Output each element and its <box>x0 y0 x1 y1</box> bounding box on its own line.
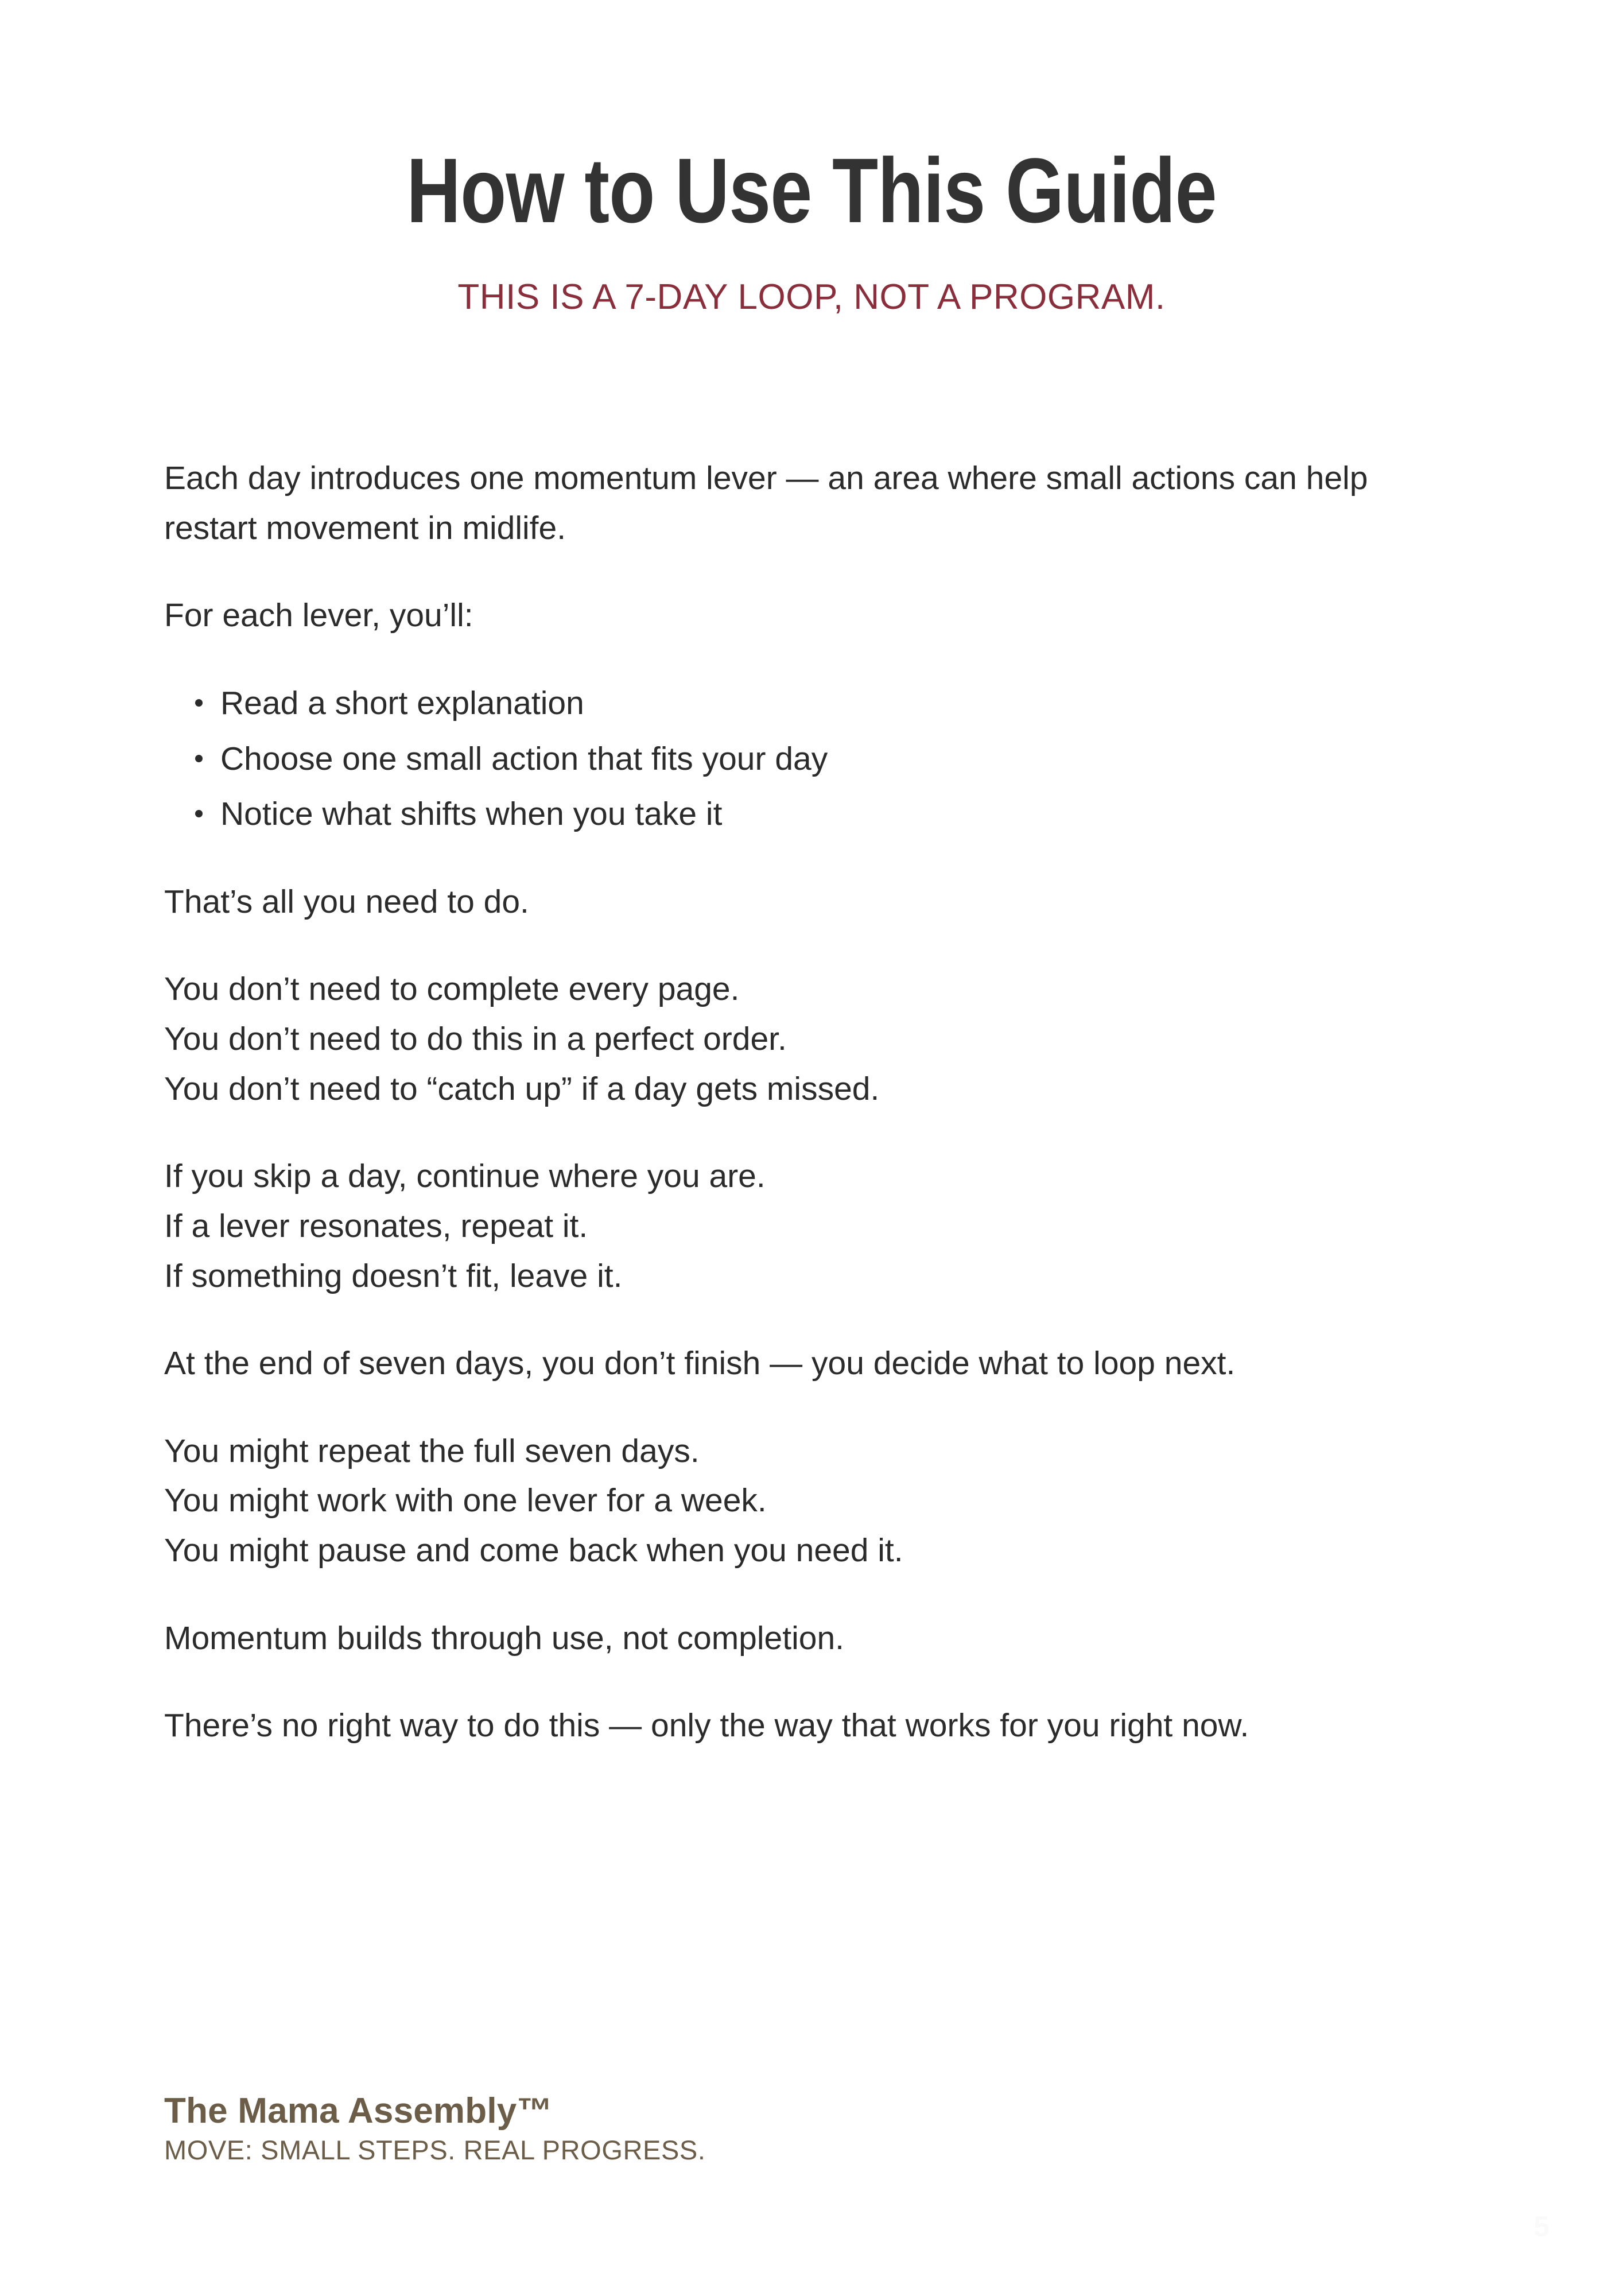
bullet-dot-icon <box>195 755 203 762</box>
page-subtitle: THIS IS A 7-DAY LOOP, NOT A PROGRAM. <box>457 277 1166 317</box>
brand-name: The Mama Assembly™ <box>164 2091 553 2131</box>
bullet-dot-icon <box>195 699 203 707</box>
page-body <box>164 453 1461 1751</box>
momentum-paragraph: Momentum builds through use, not completion. <box>164 1619 844 1657</box>
ending-paragraph: At the end of seven days, you don’t finish — you decide what to loop next. <box>164 1345 1236 1382</box>
options-line: You might pause and come back when you need it. <box>164 1532 903 1569</box>
list-item-label: Notice what shifts when you take it <box>220 796 723 833</box>
permission-line: You don’t need to complete every page. <box>164 971 740 1008</box>
steps-list <box>164 678 1461 839</box>
page-title: How to Use This Guide <box>406 139 1217 242</box>
options-line: You might repeat the full seven days. <box>164 1432 700 1469</box>
list-item <box>220 734 1461 784</box>
flexibility-line: If you skip a day, continue where you are. <box>164 1158 766 1195</box>
list-item-label: Read a short explanation <box>220 684 584 722</box>
list-item <box>220 789 1461 839</box>
page-header <box>0 0 1623 317</box>
flexibility-line: If something doesn’t fit, leave it. <box>164 1257 623 1294</box>
page-footer <box>164 2091 1461 2166</box>
options-lines <box>164 1426 1461 1576</box>
brand-tagline: MOVE: SMALL STEPS. REAL PROGRESS. <box>164 2134 706 2165</box>
closing-paragraph: There’s no right way to do this — only the way that works for you right now. <box>164 1707 1249 1744</box>
page-number: 5 <box>1533 2210 1550 2243</box>
bullet-dot-icon <box>195 810 203 817</box>
permission-line: You don’t need to “catch up” if a day gets missed. <box>164 1070 880 1107</box>
intro-paragraph: Each day introduces one momentum lever — an area where small actions can help restart movement in midlife. <box>164 460 1368 546</box>
flexibility-line: If a lever resonates, repeat it. <box>164 1207 588 1244</box>
list-item-label: Choose one small action that fits your day <box>220 740 828 777</box>
summary-paragraph: That’s all you need to do. <box>164 883 529 920</box>
permission-line: You don’t need to do this in a perfect order. <box>164 1021 787 1057</box>
permission-lines <box>164 964 1461 1114</box>
list-item <box>220 678 1461 728</box>
lead-in-paragraph: For each lever, you’ll: <box>164 597 473 634</box>
flexibility-lines <box>164 1151 1461 1301</box>
options-line: You might work with one lever for a week. <box>164 1482 767 1519</box>
